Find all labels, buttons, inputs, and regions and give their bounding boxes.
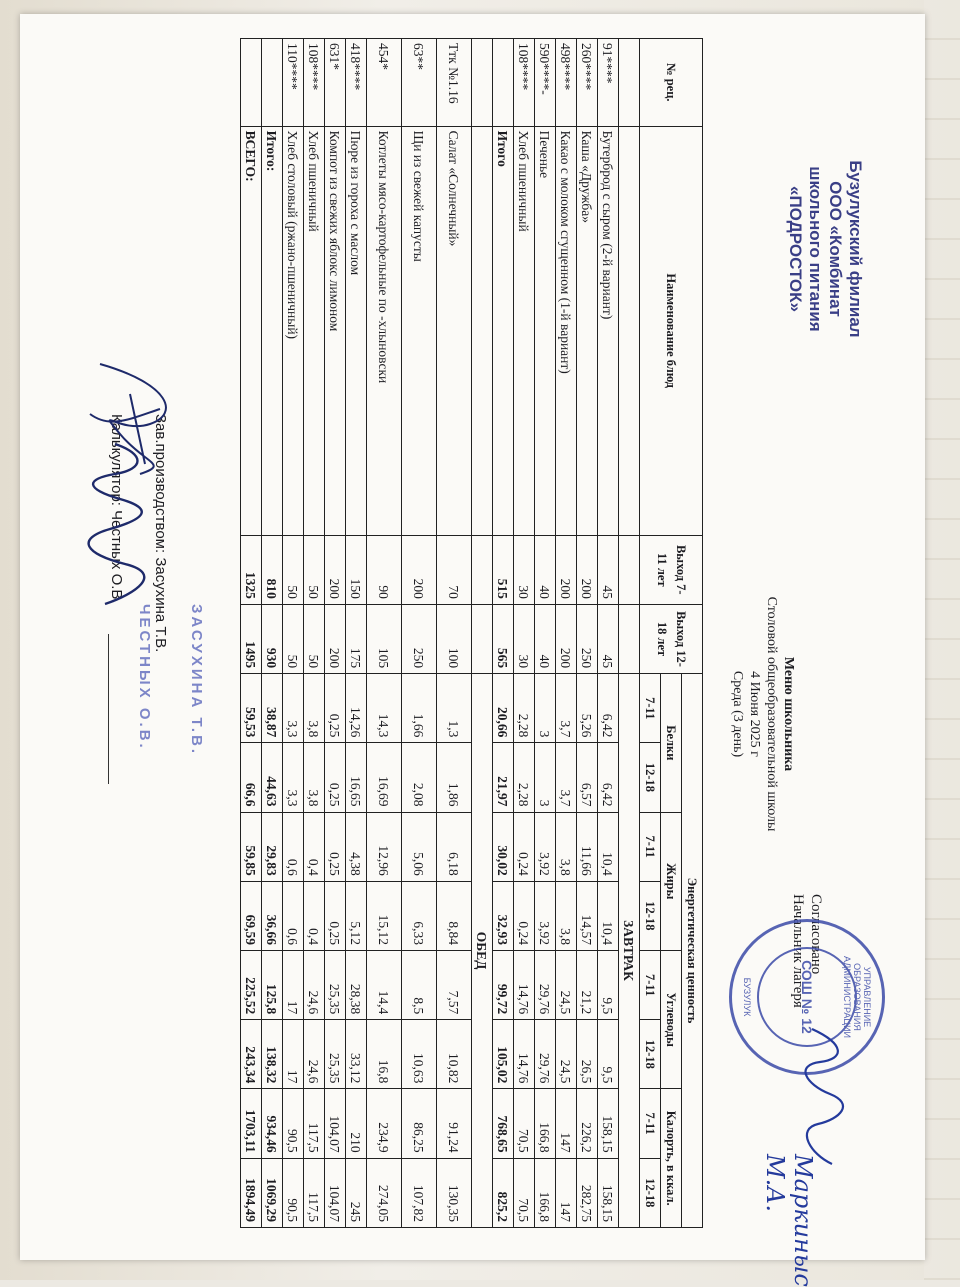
output-7-11: 40 — [535, 535, 556, 604]
kcal-7-11: 1703,11 — [241, 1089, 262, 1158]
age-old: 12-18 — [640, 1020, 661, 1089]
protein-12-18: 3,8 — [304, 743, 325, 812]
protein-12-18: 3 — [535, 743, 556, 812]
recipe-code: 63** — [402, 39, 437, 127]
header-protein: Белки — [661, 674, 682, 812]
rotated-page — [20, 14, 925, 1287]
kcal-12-18: 117,5 — [304, 1158, 325, 1227]
protein-12-18: 2,08 — [402, 743, 437, 812]
document-title: Меню школьника — [781, 656, 796, 772]
fat-7-11: 30,02 — [493, 812, 514, 881]
carbs-7-11: 24,6 — [304, 950, 325, 1019]
table-row — [346, 39, 367, 1228]
carbs-12-18: 29,76 — [535, 1020, 556, 1089]
header-fat: Жиры — [661, 812, 682, 950]
section-breakfast: ЗАВТРАК — [619, 674, 640, 1228]
table-header-row — [682, 39, 703, 1228]
approval-line-2: Начальник лагеря — [790, 894, 806, 1008]
age-young: 7-11 — [640, 812, 661, 881]
table-row — [598, 39, 619, 1228]
output-7-11: 200 — [577, 535, 598, 604]
org-line-1: Бузулукский филиал — [846, 160, 865, 338]
protein-7-11: 3 — [535, 674, 556, 743]
carbs-12-18: 16,8 — [367, 1020, 402, 1089]
footer-manager: Зав.производством: Засухина Т.В. — [152, 414, 169, 653]
kcal-12-18: 245 — [346, 1158, 367, 1227]
kcal-12-18: 282,75 — [577, 1158, 598, 1227]
carbs-7-11: 125,8 — [262, 950, 283, 1019]
calculator-signature — [75, 434, 155, 614]
kcal-7-11: 158,15 — [598, 1089, 619, 1158]
manager-name-stamp: ЗАСУХИНА Т.В. — [188, 604, 205, 757]
fat-12-18: 14,57 — [577, 881, 598, 950]
carbs-12-18: 25,35 — [325, 1020, 346, 1089]
carbs-12-18: 9,5 — [598, 1020, 619, 1089]
stamp-center: СОШ № 12 — [757, 947, 857, 1047]
total-row — [241, 39, 262, 1228]
output-12-18: 50 — [283, 604, 304, 673]
fat-12-18: 0,24 — [514, 881, 535, 950]
carbs-12-18: 10,63 — [402, 1020, 437, 1089]
protein-12-18: 21,97 — [493, 743, 514, 812]
kcal-7-11: 934,46 — [262, 1089, 283, 1158]
recipe-code: 91**** — [598, 39, 619, 127]
protein-12-18: 3,7 — [556, 743, 577, 812]
output-7-11: 50 — [283, 535, 304, 604]
fat-12-18: 6,33 — [402, 881, 437, 950]
kcal-7-11: 210 — [346, 1089, 367, 1158]
carbs-12-18: 14,76 — [514, 1020, 535, 1089]
protein-7-11: 0,25 — [325, 674, 346, 743]
output-7-11: 200 — [556, 535, 577, 604]
protein-7-11: 3,7 — [556, 674, 577, 743]
protein-7-11: 1,3 — [437, 674, 472, 743]
output-7-11: 150 — [346, 535, 367, 604]
age-old: 12-18 — [640, 881, 661, 950]
protein-12-18: 16,65 — [346, 743, 367, 812]
carbs-12-18: 105,02 — [493, 1020, 514, 1089]
fat-7-11: 0,24 — [514, 812, 535, 881]
header-carbs: Углеводы — [661, 950, 682, 1088]
recipe-code: 454* — [367, 39, 402, 127]
output-7-11: 70 — [437, 535, 472, 604]
recipe-code: 418**** — [346, 39, 367, 127]
dish-name: Компот из свежих яблокс лимоном — [325, 126, 346, 535]
age-old: 12-18 — [640, 743, 661, 812]
total-label: ВСЕГО: — [241, 126, 262, 535]
fat-7-11: 29,83 — [262, 812, 283, 881]
output-7-11: 1325 — [241, 535, 262, 604]
document-title-block — [729, 484, 797, 944]
recipe-code: 110**** — [283, 39, 304, 127]
protein-12-18: 2,28 — [514, 743, 535, 812]
carbs-12-18: 24,6 — [304, 1020, 325, 1089]
document-date: 4 Июня 2025 г — [747, 671, 762, 757]
output-12-18: 250 — [577, 604, 598, 673]
kcal-7-11: 86,25 — [402, 1089, 437, 1158]
menu-table-body — [241, 39, 640, 1228]
menu-table — [240, 38, 703, 1228]
output-12-18: 250 — [402, 604, 437, 673]
protein-7-11: 6,42 — [598, 674, 619, 743]
carbs-7-11: 25,35 — [325, 950, 346, 1019]
carbs-12-18: 10,82 — [437, 1020, 472, 1089]
output-12-18: 930 — [262, 604, 283, 673]
fat-7-11: 4,38 — [346, 812, 367, 881]
dish-name: Хлеб пшеничный — [304, 126, 325, 535]
fat-12-18: 8,84 — [437, 881, 472, 950]
fat-12-18: 36,66 — [262, 881, 283, 950]
document-day: Среда (3 день) — [730, 670, 745, 758]
fat-7-11: 0,4 — [304, 812, 325, 881]
kcal-7-11: 226,2 — [577, 1089, 598, 1158]
recipe-code: 108**** — [514, 39, 535, 127]
table-row — [514, 39, 535, 1228]
fat-12-18: 0,6 — [283, 881, 304, 950]
carbs-12-18: 24,5 — [556, 1020, 577, 1089]
protein-12-18: 6,57 — [577, 743, 598, 812]
carbs-12-18: 17 — [283, 1020, 304, 1089]
total-row — [493, 39, 514, 1228]
protein-7-11: 59,53 — [241, 674, 262, 743]
output-12-18: 100 — [437, 604, 472, 673]
table-row — [304, 39, 325, 1228]
approval-signer-name: Маркиныс М.А. — [761, 1154, 817, 1287]
carbs-7-11: 17 — [283, 950, 304, 1019]
output-7-11: 200 — [325, 535, 346, 604]
dish-name: Хлеб пшеничный — [514, 126, 535, 535]
fat-7-11: 6,18 — [437, 812, 472, 881]
header-code: № рец. — [640, 39, 703, 127]
recipe-code: 631* — [325, 39, 346, 127]
calculator-name-stamp: ЧЕСТНЫХ О.В. — [136, 604, 153, 751]
table-row — [556, 39, 577, 1228]
dish-name: Какао с молоком сгущенном (1-й вариант) — [556, 126, 577, 535]
carbs-7-11: 29,76 — [535, 950, 556, 1019]
age-young: 7-11 — [640, 674, 661, 743]
signature-line — [108, 634, 109, 784]
age-old: 12-18 — [640, 1158, 661, 1227]
dish-name: Пюре из гороха с маслом — [346, 126, 367, 535]
dish-name: Салат «Солнечный» — [437, 126, 472, 535]
dish-name: Каша «Дружба» — [577, 126, 598, 535]
fat-7-11: 10,4 — [598, 812, 619, 881]
background-edge — [924, 0, 960, 1280]
output-12-18: 1495 — [241, 604, 262, 673]
carbs-7-11: 14,4 — [367, 950, 402, 1019]
kcal-7-11: 147 — [556, 1089, 577, 1158]
fat-7-11: 12,96 — [367, 812, 402, 881]
output-7-11: 30 — [514, 535, 535, 604]
stamp-ring-bottom: БУЗУЛУК — [742, 977, 752, 1017]
output-7-11: 515 — [493, 535, 514, 604]
fat-7-11: 0,25 — [325, 812, 346, 881]
document-subtitle: Столовой общеобразовательной школы — [764, 596, 779, 832]
kcal-7-11: 768,65 — [493, 1089, 514, 1158]
total-label: Итого: — [262, 126, 283, 535]
fat-12-18: 10,4 — [598, 881, 619, 950]
kcal-7-11: 117,5 — [304, 1089, 325, 1158]
protein-12-18: 3,3 — [283, 743, 304, 812]
protein-12-18: 6,42 — [598, 743, 619, 812]
protein-7-11: 3,3 — [283, 674, 304, 743]
fat-12-18: 5,12 — [346, 881, 367, 950]
kcal-7-11: 234,9 — [367, 1089, 402, 1158]
output-12-18: 40 — [535, 604, 556, 673]
org-line-2: ООО «Комбинат — [826, 181, 845, 317]
recipe-code: 260**** — [577, 39, 598, 127]
kcal-12-18: 107,82 — [402, 1158, 437, 1227]
document-sheet — [20, 14, 925, 1287]
header-name: Наименование блюд — [640, 126, 703, 535]
fat-12-18: 32,93 — [493, 881, 514, 950]
table-row — [535, 39, 556, 1228]
carbs-12-18: 138,32 — [262, 1020, 283, 1089]
protein-12-18: 0,25 — [325, 743, 346, 812]
protein-7-11: 2,28 — [514, 674, 535, 743]
fat-7-11: 0,6 — [283, 812, 304, 881]
carbs-12-18: 33,12 — [346, 1020, 367, 1089]
kcal-12-18: 274,05 — [367, 1158, 402, 1227]
output-12-18: 175 — [346, 604, 367, 673]
age-young: 7-11 — [640, 950, 661, 1019]
recipe-code: 498**** — [556, 39, 577, 127]
kcal-12-18: 166,8 — [535, 1158, 556, 1227]
carbs-7-11: 24,5 — [556, 950, 577, 1019]
protein-7-11: 14,3 — [367, 674, 402, 743]
dish-name: Щи из свежей капусты — [402, 126, 437, 535]
kcal-7-11: 166,8 — [535, 1089, 556, 1158]
protein-7-11: 3,8 — [304, 674, 325, 743]
output-12-18: 200 — [556, 604, 577, 673]
header-out-young: Выход 7-11 лет — [640, 535, 703, 604]
output-7-11: 200 — [402, 535, 437, 604]
kcal-12-18: 1069,29 — [262, 1158, 283, 1227]
header-kcal: Калорть, в ккал. — [661, 1089, 682, 1228]
kcal-7-11: 91,24 — [437, 1089, 472, 1158]
table-row — [325, 39, 346, 1228]
fat-12-18: 69,59 — [241, 881, 262, 950]
fat-12-18: 0,25 — [325, 881, 346, 950]
protein-7-11: 38,87 — [262, 674, 283, 743]
output-7-11: 90 — [367, 535, 402, 604]
table-row — [367, 39, 402, 1228]
dish-name: Печенье — [535, 126, 556, 535]
protein-12-18: 1,86 — [437, 743, 472, 812]
kcal-12-18: 1894,49 — [241, 1158, 262, 1227]
carbs-7-11: 21,2 — [577, 950, 598, 1019]
recipe-code: 108**** — [304, 39, 325, 127]
output-7-11: 810 — [262, 535, 283, 604]
section-row-lunch — [472, 39, 493, 1228]
fat-7-11: 3,92 — [535, 812, 556, 881]
total-empty-cell — [493, 39, 514, 127]
approval-line-1: Согласовано — [808, 894, 824, 975]
protein-12-18: 66,6 — [241, 743, 262, 812]
fat-7-11: 11,66 — [577, 812, 598, 881]
output-12-18: 45 — [598, 604, 619, 673]
section-lunch: ОБЕД — [472, 674, 493, 1228]
carbs-7-11: 8,5 — [402, 950, 437, 1019]
protein-7-11: 5,26 — [577, 674, 598, 743]
total-label: Итого — [493, 126, 514, 535]
output-12-18: 50 — [304, 604, 325, 673]
org-line-3: школьного питания — [806, 166, 825, 332]
kcal-12-18: 70,5 — [514, 1158, 535, 1227]
carbs-12-18: 26,5 — [577, 1020, 598, 1089]
carbs-7-11: 99,72 — [493, 950, 514, 1019]
dish-name: Бутерброд с сыром (2-й вариант) — [598, 126, 619, 535]
stamp-ring-top: УПРАВЛЕНИЕ ОБРАЗОВАНИЯ АДМИНИСТРАЦИИ — [842, 955, 872, 1039]
carbs-7-11: 28,38 — [346, 950, 367, 1019]
footer-calculator: Калькулятор: Честных О.В. — [108, 414, 125, 604]
protein-7-11: 1,66 — [402, 674, 437, 743]
fat-7-11: 5,06 — [402, 812, 437, 881]
kcal-12-18: 130,35 — [437, 1158, 472, 1227]
protein-12-18: 16,69 — [367, 743, 402, 812]
fat-7-11: 59,85 — [241, 812, 262, 881]
fat-12-18: 3,92 — [535, 881, 556, 950]
table-row — [402, 39, 437, 1228]
age-young: 7-11 — [640, 1089, 661, 1158]
table-row — [577, 39, 598, 1228]
total-empty-cell — [241, 39, 262, 127]
fat-12-18: 0,4 — [304, 881, 325, 950]
protein-12-18: 44,63 — [262, 743, 283, 812]
output-7-11: 45 — [598, 535, 619, 604]
header-energy: Энергетическая ценность — [682, 674, 703, 1228]
fat-12-18: 15,12 — [367, 881, 402, 950]
header-out-old: Выход 12-18 лет — [640, 604, 703, 673]
output-7-11: 50 — [304, 535, 325, 604]
output-12-18: 200 — [325, 604, 346, 673]
organization-header — [785, 84, 865, 414]
kcal-12-18: 825,2 — [493, 1158, 514, 1227]
protein-7-11: 14,26 — [346, 674, 367, 743]
output-12-18: 565 — [493, 604, 514, 673]
table-row — [283, 39, 304, 1228]
carbs-7-11: 9,5 — [598, 950, 619, 1019]
carbs-7-11: 225,52 — [241, 950, 262, 1019]
section-row-breakfast — [619, 39, 640, 1228]
org-line-4: «ПОДРОСТОК» — [786, 186, 805, 312]
recipe-code: Ттк №1.16 — [437, 39, 472, 127]
carbs-7-11: 14,76 — [514, 950, 535, 1019]
kcal-7-11: 70,5 — [514, 1089, 535, 1158]
fat-12-18: 3,8 — [556, 881, 577, 950]
kcal-12-18: 104,07 — [325, 1158, 346, 1227]
kcal-12-18: 158,15 — [598, 1158, 619, 1227]
kcal-7-11: 90,5 — [283, 1089, 304, 1158]
kcal-12-18: 90,5 — [283, 1158, 304, 1227]
total-empty-cell — [262, 39, 283, 127]
dish-name: Котлеты мясо-картофельные по -хлыновски — [367, 126, 402, 535]
recipe-code: 590****- — [535, 39, 556, 127]
fat-7-11: 3,8 — [556, 812, 577, 881]
kcal-7-11: 104,07 — [325, 1089, 346, 1158]
output-12-18: 105 — [367, 604, 402, 673]
table-row — [437, 39, 472, 1228]
dish-name: Хлеб столовый (ржано-пшеничный) — [283, 126, 304, 535]
carbs-12-18: 243,34 — [241, 1020, 262, 1089]
kcal-12-18: 147 — [556, 1158, 577, 1227]
carbs-7-11: 7,57 — [437, 950, 472, 1019]
total-row — [262, 39, 283, 1228]
protein-7-11: 20,66 — [493, 674, 514, 743]
output-12-18: 30 — [514, 604, 535, 673]
